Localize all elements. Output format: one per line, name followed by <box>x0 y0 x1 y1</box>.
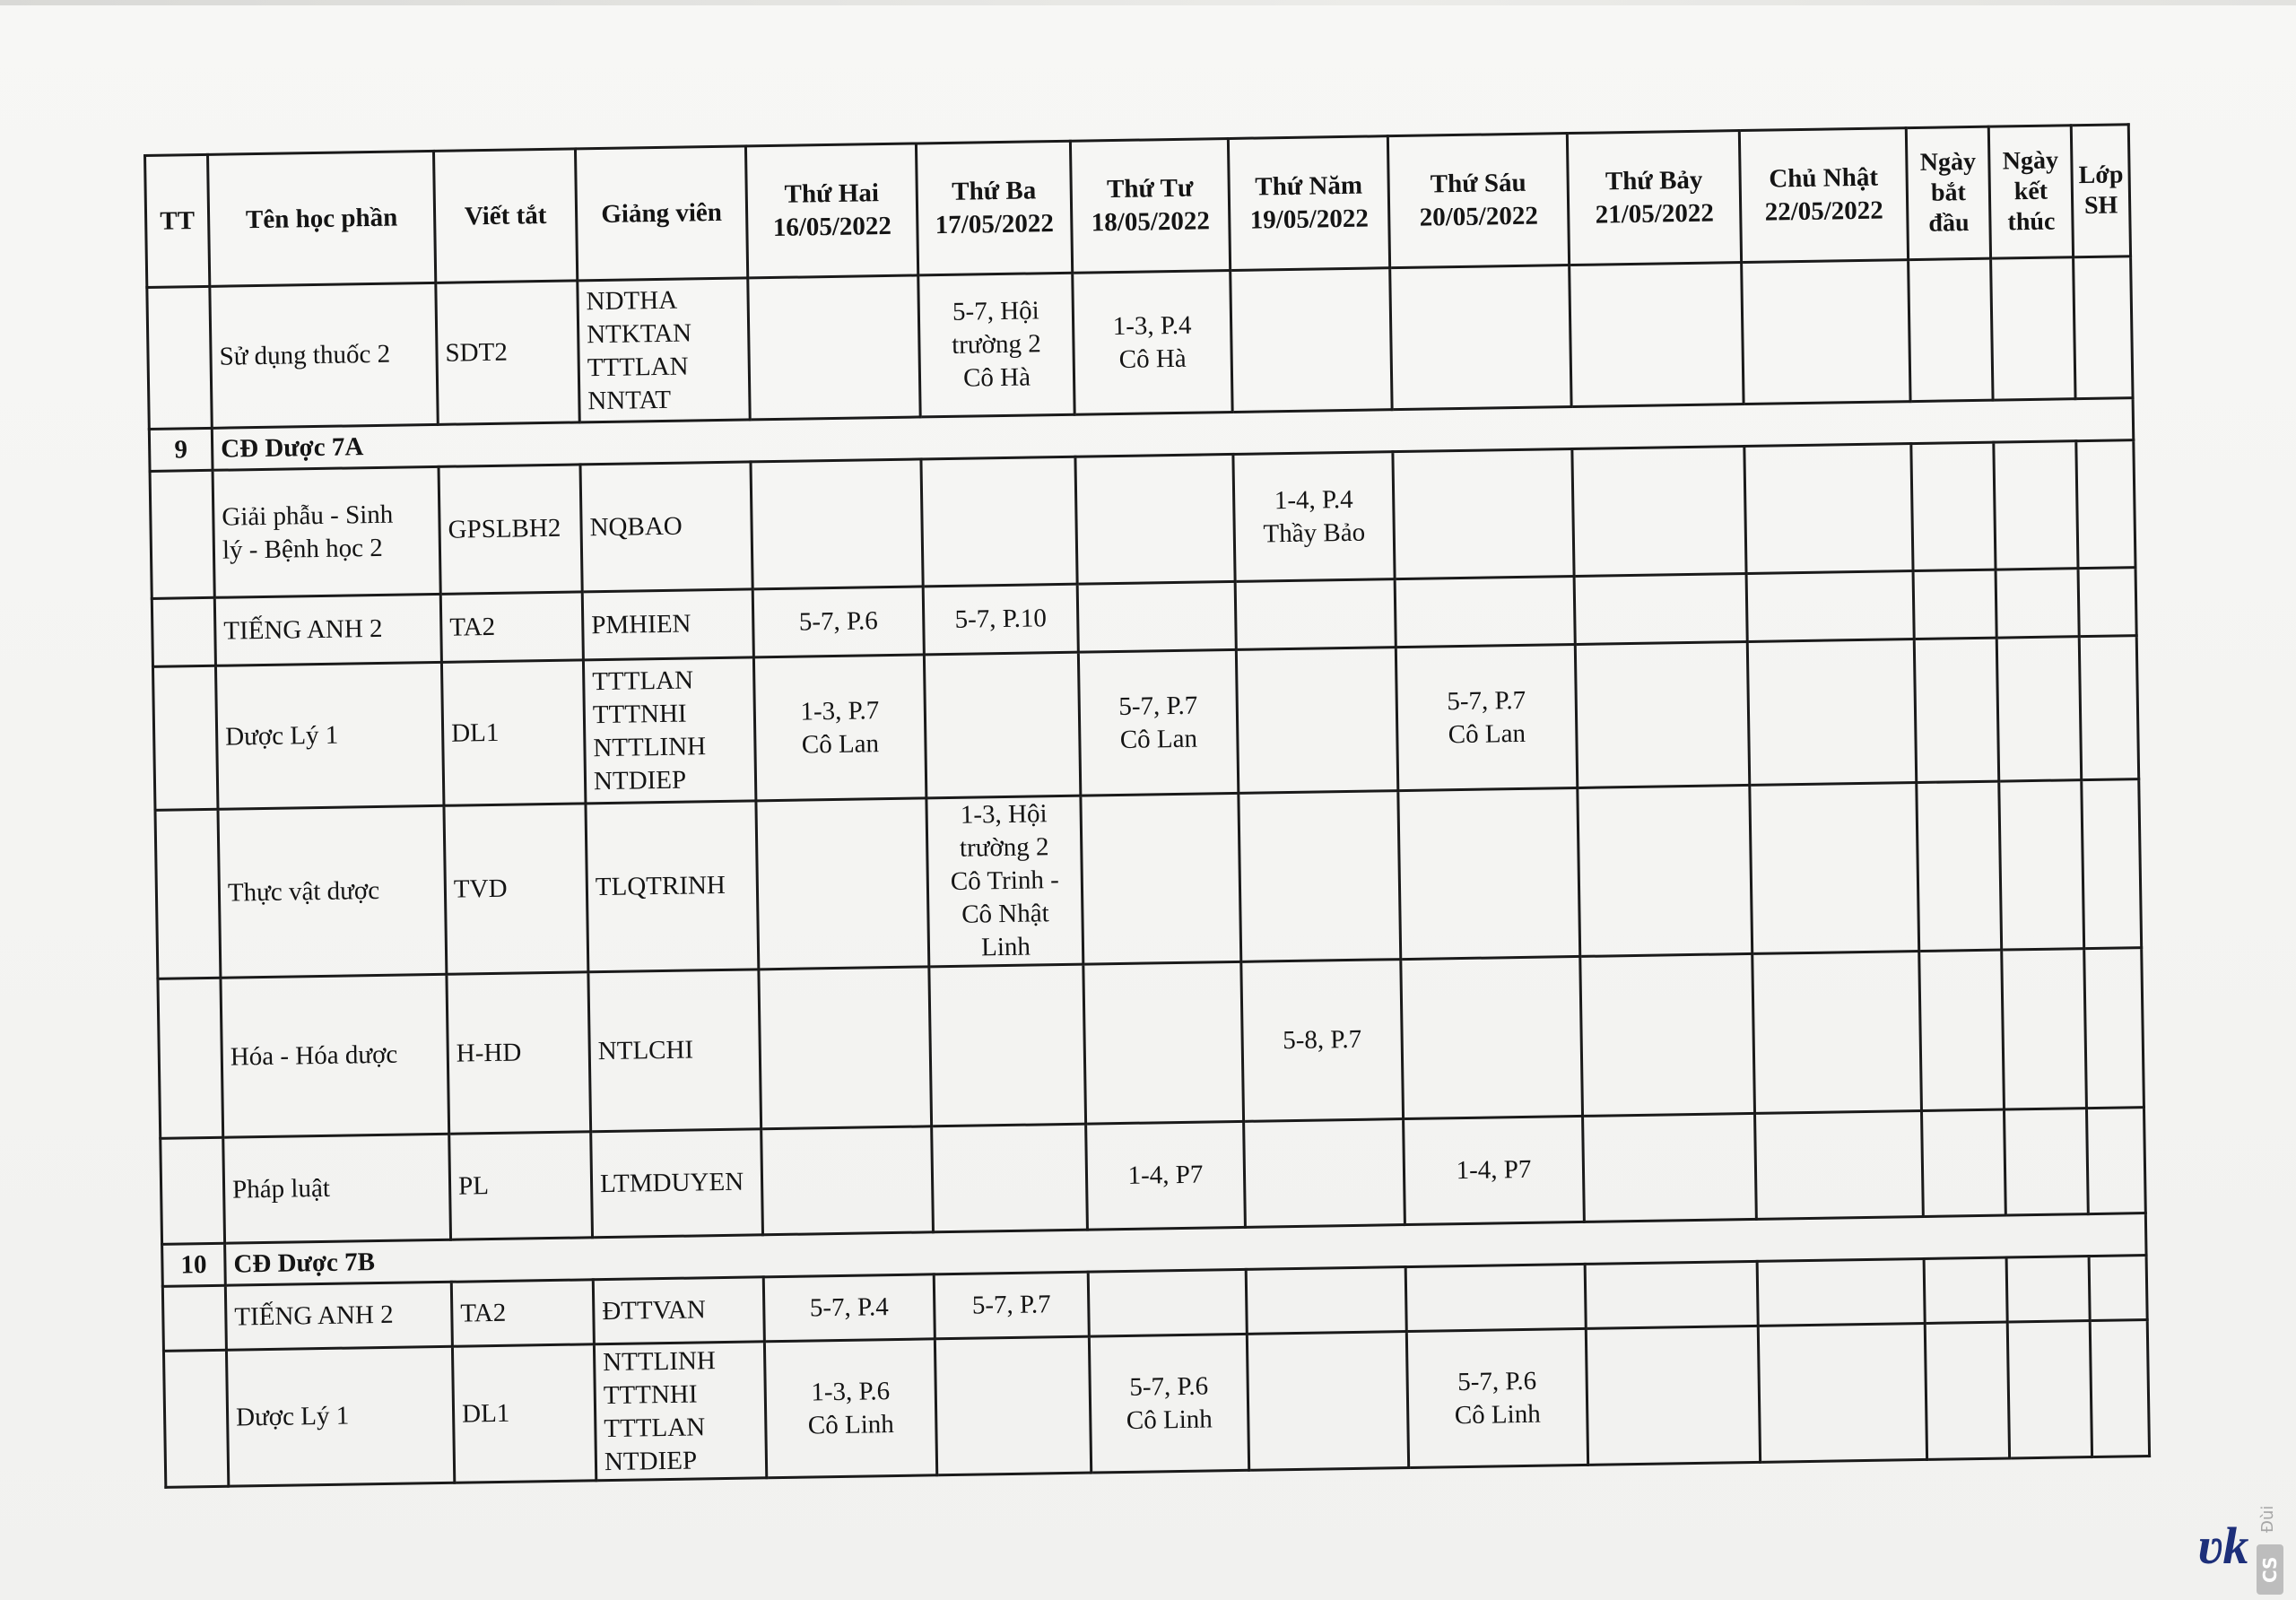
header-end: Ngày kết thúc <box>1988 126 2073 258</box>
schedule-body <box>147 257 2150 1488</box>
row-number <box>155 809 221 978</box>
schedule-cell-tue: 5-7, P.7 <box>934 1272 1089 1339</box>
schedule-cell-start <box>1909 258 1993 401</box>
header-fri: Thứ Sáu 20/05/2022 <box>1387 134 1569 268</box>
schedule-cell-fri: 5-7, P.6 Cô Linh <box>1406 1328 1587 1467</box>
schedule-cell-sun <box>1755 1110 1924 1219</box>
course-name: Giải phẫu - Sinh lý - Bệnh học 2 <box>213 466 440 597</box>
course-name: Hóa - Hóa dược <box>221 974 449 1137</box>
lecturer-codes: LTMDUYEN <box>591 1129 763 1238</box>
schedule-cell-mon: 5-7, P.4 <box>763 1274 935 1342</box>
group-number: 10 <box>162 1243 226 1286</box>
schedule-cell-start <box>1921 1109 2005 1216</box>
schedule-cell-end <box>1991 257 2075 400</box>
schedule-cell-tue: 5-7, Hội trường 2 Cô Hà <box>918 273 1074 417</box>
schedule-cell-class <box>2079 636 2139 780</box>
schedule-cell-wed <box>1088 1269 1247 1336</box>
lecturer-codes: NTTLINH TTTNHI TTTLAN NTDIEP <box>594 1342 766 1481</box>
page-edge <box>0 0 2296 5</box>
schedule-cell-start <box>1914 638 1999 782</box>
schedule-cell-sun <box>1757 1258 1925 1326</box>
schedule-cell-end <box>1996 637 2082 781</box>
schedule-cell-fri <box>1393 449 1574 579</box>
course-abbreviation: H-HD <box>447 972 591 1134</box>
scanner-watermark-text: Đùi <box>2258 1505 2277 1534</box>
schedule-cell-tue: 5-7, P.10 <box>923 584 1078 655</box>
schedule-cell-sat <box>1578 785 1752 956</box>
row-number <box>152 665 218 810</box>
table-row <box>158 948 2144 1139</box>
schedule-cell-sat <box>1583 1113 1757 1222</box>
schedule-cell-fri <box>1398 787 1580 959</box>
schedule-cell-start <box>1924 1257 2007 1323</box>
schedule-cell-wed: 1-3, P.4 Cô Hà <box>1073 270 1232 414</box>
lecturer-codes: PMHIEN <box>582 589 753 660</box>
course-name: Thực vật dược <box>218 805 447 978</box>
header-wed: Thứ Tư 18/05/2022 <box>1070 139 1230 274</box>
schedule-cell-thu <box>1231 268 1392 413</box>
schedule-cell-tue <box>924 652 1080 798</box>
group-number: 9 <box>149 428 213 471</box>
schedule-cell-start <box>1917 781 2002 951</box>
schedule-table <box>144 123 2151 1489</box>
schedule-cell-thu <box>1239 791 1401 962</box>
course-abbreviation: PL <box>449 1132 593 1239</box>
schedule-cell-wed: 5-7, P.6 Cô Linh <box>1089 1334 1248 1473</box>
course-name: Dược Lý 1 <box>215 662 443 809</box>
header-class: Lớp SH <box>2071 125 2130 257</box>
schedule-cell-start <box>1925 1322 2009 1459</box>
header-thu: Thứ Năm 19/05/2022 <box>1228 136 1389 271</box>
schedule-cell-sat <box>1575 641 1749 787</box>
schedule-cell-thu <box>1247 1332 1408 1471</box>
schedule-cell-end <box>1999 780 2084 950</box>
row-number <box>162 1285 226 1351</box>
schedule-cell-sun <box>1742 260 1910 404</box>
course-abbreviation: TA2 <box>451 1280 594 1346</box>
header-abbr: Viết tắt <box>433 149 577 283</box>
schedule-cell-wed: 1-4, P7 <box>1086 1121 1246 1230</box>
header-course: Tên học phần <box>208 151 436 286</box>
schedule-cell-sun <box>1744 444 1913 574</box>
scanner-logo-icon: CS <box>2257 1544 2283 1595</box>
schedule-cell-sat <box>1574 573 1747 644</box>
lecturer-codes: NTLCHI <box>588 970 761 1132</box>
schedule-cell-thu <box>1235 579 1396 650</box>
schedule-cell-end <box>2004 1109 2088 1215</box>
schedule-cell-fri <box>1395 577 1575 648</box>
schedule-cell-start <box>1911 442 1996 570</box>
schedule-cell-mon <box>761 1126 934 1235</box>
schedule-cell-end <box>2006 1257 2090 1322</box>
course-name: TIẾNG ANH 2 <box>214 594 441 665</box>
schedule-cell-fri: 5-7, P.7 Cô Lan <box>1396 644 1577 790</box>
header-start: Ngày bắt đầu <box>1906 126 1990 259</box>
schedule-cell-class <box>2076 440 2135 569</box>
course-abbreviation: SDT2 <box>436 281 579 424</box>
course-abbreviation: TVD <box>444 804 588 974</box>
schedule-cell-sat <box>1572 447 1746 577</box>
header-lecturer: Giảng viên <box>575 146 747 281</box>
schedule-cell-class <box>2084 948 2144 1109</box>
schedule-cell-fri: 1-4, P7 <box>1404 1116 1585 1224</box>
lecturer-codes: ĐTTVAN <box>593 1277 764 1344</box>
schedule-cell-wed: 5-7, P.7 Cô Lan <box>1078 649 1238 796</box>
schedule-cell-thu: 1-4, P.4 Thầy Bảo <box>1233 452 1395 582</box>
schedule-cell-thu <box>1246 1267 1406 1335</box>
course-abbreviation: TA2 <box>440 592 583 662</box>
schedule-cell-tue <box>932 1124 1088 1232</box>
schedule-cell-mon <box>756 798 929 970</box>
schedule-cell-mon <box>751 459 923 589</box>
course-abbreviation: DL1 <box>452 1344 596 1483</box>
schedule-cell-end <box>2002 949 2087 1109</box>
schedule-cell-tue <box>929 964 1086 1126</box>
schedule-cell-sat <box>1580 953 1755 1116</box>
course-name: Sử dụng thuốc 2 <box>210 283 438 428</box>
schedule-cell-wed <box>1081 793 1241 964</box>
schedule-cell-sat <box>1570 263 1744 407</box>
schedule-cell-sun <box>1758 1323 1926 1462</box>
header-sat: Thứ Bảy 21/05/2022 <box>1567 131 1741 265</box>
group-name: CĐ Dược 7B <box>225 1213 2146 1286</box>
lecturer-codes: TLQTRINH <box>586 801 759 972</box>
schedule-cell-class <box>2090 1320 2149 1457</box>
header-mon: Thứ Hai 16/05/2022 <box>745 143 918 278</box>
schedule-cell-mon <box>748 275 920 420</box>
lecturer-codes: NDTHA NTKTAN TTTLAN NNTAT <box>578 278 750 422</box>
handwritten-signature: ʋk <box>2197 1517 2249 1575</box>
schedule-cell-sun <box>1746 571 1914 642</box>
schedule-cell-start <box>1919 950 2005 1110</box>
table-row <box>155 779 2142 979</box>
schedule-cell-class <box>2086 1108 2145 1214</box>
schedule-cell-fri <box>1390 265 1571 410</box>
schedule-cell-fri <box>1401 956 1583 1118</box>
schedule-cell-fri <box>1405 1264 1586 1331</box>
course-name: TIẾNG ANH 2 <box>225 1282 452 1350</box>
schedule-cell-end <box>2007 1321 2092 1458</box>
schedule-cell-end <box>1994 441 2078 570</box>
schedule-cell-tue <box>935 1336 1091 1475</box>
row-number <box>150 470 214 598</box>
course-abbreviation: GPSLBH2 <box>439 465 582 594</box>
schedule-cell-start <box>1913 570 1996 639</box>
header-tt: TT <box>145 154 210 287</box>
schedule-cell-sun <box>1752 952 1922 1114</box>
schedule-cell-thu <box>1244 1119 1405 1228</box>
schedule-cell-thu: 5-8, P.7 <box>1241 960 1404 1122</box>
schedule-cell-wed <box>1077 581 1236 652</box>
header-tue: Thứ Ba 17/05/2022 <box>916 141 1072 275</box>
lecturer-codes: TTTLAN TTTNHI NTTLINH NTDIEP <box>583 657 755 804</box>
schedule-cell-mon: 1-3, P.6 Cô Linh <box>764 1339 936 1478</box>
course-abbreviation: DL1 <box>441 660 585 805</box>
schedule-cell-wed <box>1075 454 1235 584</box>
schedule-cell-wed <box>1083 961 1244 1124</box>
schedule-cell-class <box>2082 779 2142 949</box>
schedule-cell-mon: 1-3, P.7 Cô Lan <box>753 655 926 801</box>
schedule-cell-sun <box>1750 783 1919 954</box>
schedule-cell-sat <box>1586 1326 1760 1465</box>
header-sun: Chủ Nhật 22/05/2022 <box>1739 128 1908 263</box>
schedule-cell-tue <box>921 457 1077 587</box>
row-number <box>161 1137 225 1244</box>
schedule-cell-mon <box>759 967 932 1129</box>
row-number <box>158 978 223 1138</box>
course-name: Pháp luật <box>223 1134 451 1243</box>
schedule-cell-class <box>2089 1256 2147 1321</box>
group-name: CĐ Dược 7A <box>212 398 2133 471</box>
row-number <box>152 597 215 666</box>
schedule-cell-sun <box>1747 639 1916 786</box>
lecturer-codes: NQBAO <box>580 462 752 592</box>
schedule-cell-class <box>2074 257 2133 399</box>
schedule-cell-mon: 5-7, P.6 <box>752 587 924 657</box>
course-name: Dược Lý 1 <box>226 1346 454 1486</box>
schedule-cell-class <box>2078 568 2136 637</box>
schedule-cell-end <box>1996 569 2079 638</box>
row-number <box>147 286 212 429</box>
schedule-cell-tue: 1-3, Hội trường 2 Cô Trinh - Cô Nhật Linh <box>926 796 1083 967</box>
schedule-cell-thu <box>1236 648 1397 794</box>
row-number <box>163 1350 228 1487</box>
schedule-cell-sat <box>1585 1261 1758 1328</box>
